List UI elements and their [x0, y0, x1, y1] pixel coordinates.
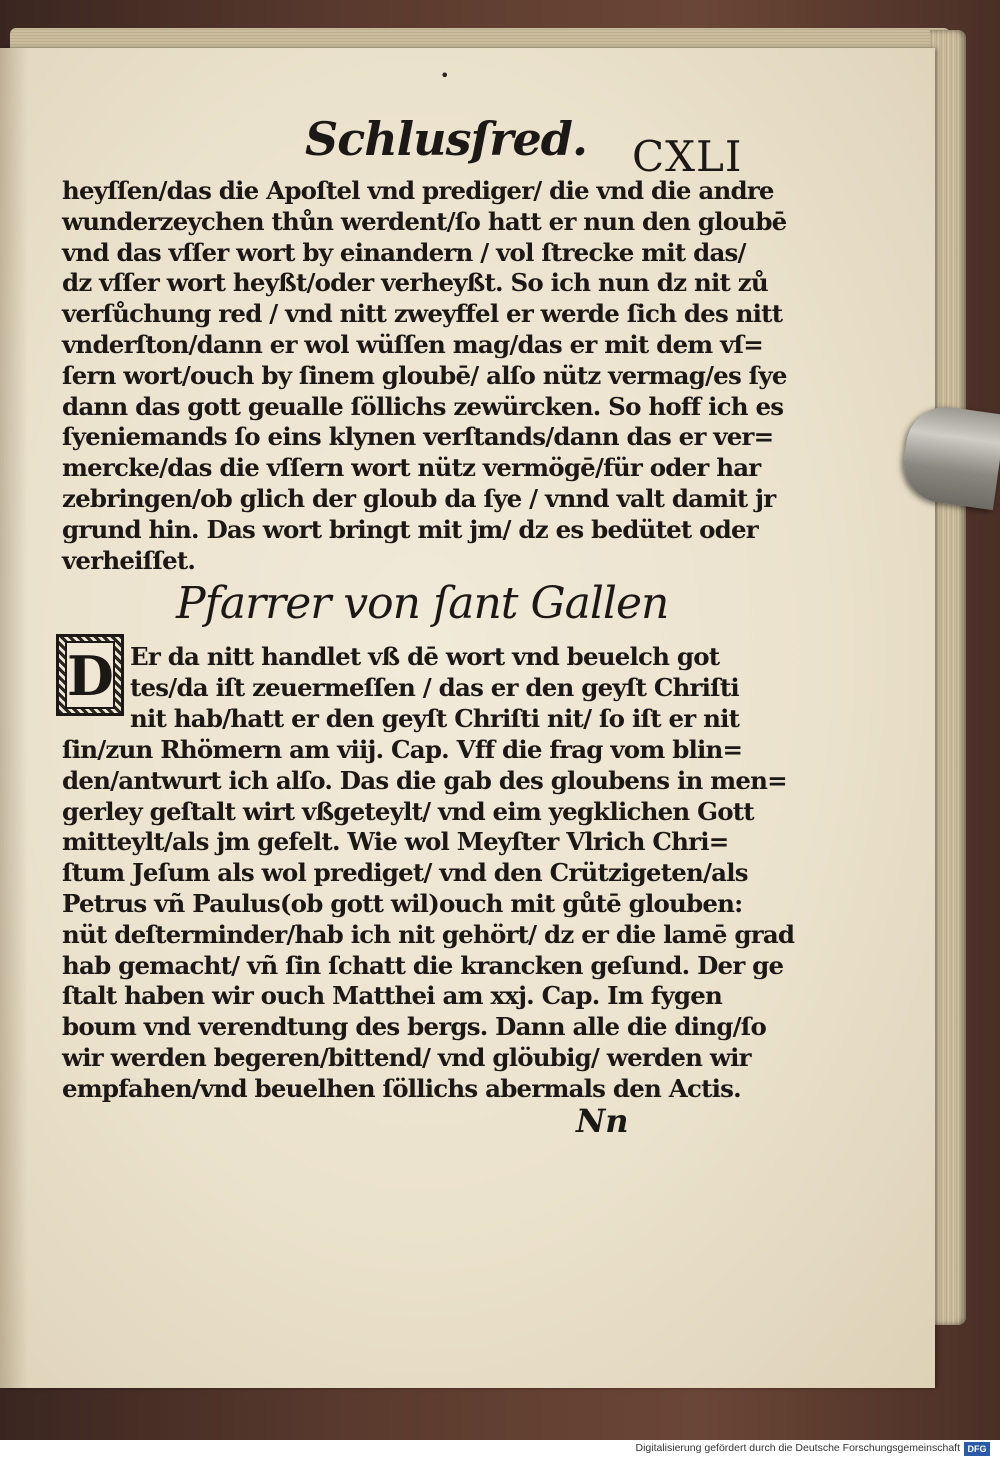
text-line: dz vſſer wort heyßt/oder verheyßt. So ich nun dz nit zů [62, 268, 768, 298]
text-line: vnderſton/dann er wol wüſſen mag/das er mit dem vſ= [62, 329, 763, 359]
folio-number: CXLI [632, 132, 743, 181]
decorated-initial [56, 634, 124, 716]
page-fore-edges [930, 30, 966, 1325]
text-line: mercke/das die vſſern wort nütz vermögē/für oder har [62, 453, 761, 483]
signature-mark: • [440, 66, 450, 85]
text-line: verheiſſet. [62, 545, 196, 575]
text-line: dann das gott geualle ſöllichs zewürcken. So hoff ich es [62, 391, 784, 421]
text-block-a [62, 176, 787, 576]
page-text-area [0, 48, 935, 1388]
text-line: gerley geſtalt wirt vßgeteylt/ vnd eim yegklichen Gott [62, 796, 754, 826]
text-line: wunderzeychen thůn werdent/ſo hatt er nun den gloubē [62, 206, 787, 236]
dfg-logo: DFG [964, 1442, 990, 1456]
text-line: Petrus vñ Paulus(ob gott wil)ouch mit gůtē glouben: [62, 888, 743, 918]
text-block-b-beside-initial [130, 642, 739, 734]
text-line: ſin/zun Rhömern am viij. Cap. Vff die frag vom blin= [62, 735, 743, 764]
running-head: Schlusſred. [305, 112, 587, 166]
text-line: verſůchung red / vnd nitt zweyffel er werde ſich des nitt [62, 299, 783, 329]
digitization-credit: Digitalisierung gefördert durch die Deutsche Forschungsgemeinschaft [635, 1442, 960, 1454]
text-line: vnd das vſſer wort by einandern / vol ſtrecke mit das/ [62, 237, 746, 267]
text-line: zebringen/ob glich der gloub da ſye / vnnd valt damit jr [62, 483, 776, 513]
text-line: ſyeniemands ſo eins klynen verſtands/dann das er ver= [62, 422, 774, 452]
text-line: hab gemacht/ vñ ſin ſchatt die krancken geſund. Der ge [62, 950, 784, 980]
initial-letter: D [65, 641, 115, 709]
text-line: heyſſen/das die Apoſtel vnd prediger/ die vnd die andre [62, 176, 774, 205]
text-line: mitteylt/als jm gefelt. Wie wol Meyſter Vlrich Chri= [62, 827, 729, 857]
text-line: den/antwurt ich alſo. Das die gab des gloubens in men= [62, 765, 787, 795]
text-line: nüt deſterminder/hab ich nit gehört/ dz er die lamē grad [62, 919, 795, 949]
text-line: boum vnd verendtung des bergs. Dann alle die ding/ſo [62, 1012, 767, 1042]
text-line: ſtum Jeſum als wol prediget/ vnd den Crützigeten/als [62, 858, 748, 888]
book-page [0, 48, 935, 1388]
text-line: nit hab/hatt er den geyſt Chriſti nit/ ſo iſt er nit [130, 703, 740, 733]
text-line: empfahen/vnd beuelhen ſöllichs abermals den Actis. [62, 1073, 741, 1103]
catchword: Nn [576, 1102, 629, 1140]
text-line: Er da nitt handlet vß dē wort vnd beuelch got [130, 642, 720, 671]
text-line: ſern wort/ouch by ſinem gloubē/ alſo nütz vermag/es ſye [62, 360, 787, 390]
text-line: ſtalt haben wir ouch Matthei am xxj. Cap. Im fygen [62, 981, 722, 1011]
text-line: wir werden begeren/bittend/ vnd glöubig/ werden wir [62, 1042, 751, 1072]
text-line: grund hin. Das wort bringt mit jm/ dz es bedütet oder [62, 514, 758, 544]
text-block-b [62, 735, 794, 1105]
text-line: tes/da iſt zeuermeſſen / das er den geyſt Chriſti [130, 672, 739, 702]
section-heading: Pfarrer von ſant Gallen [176, 578, 669, 629]
